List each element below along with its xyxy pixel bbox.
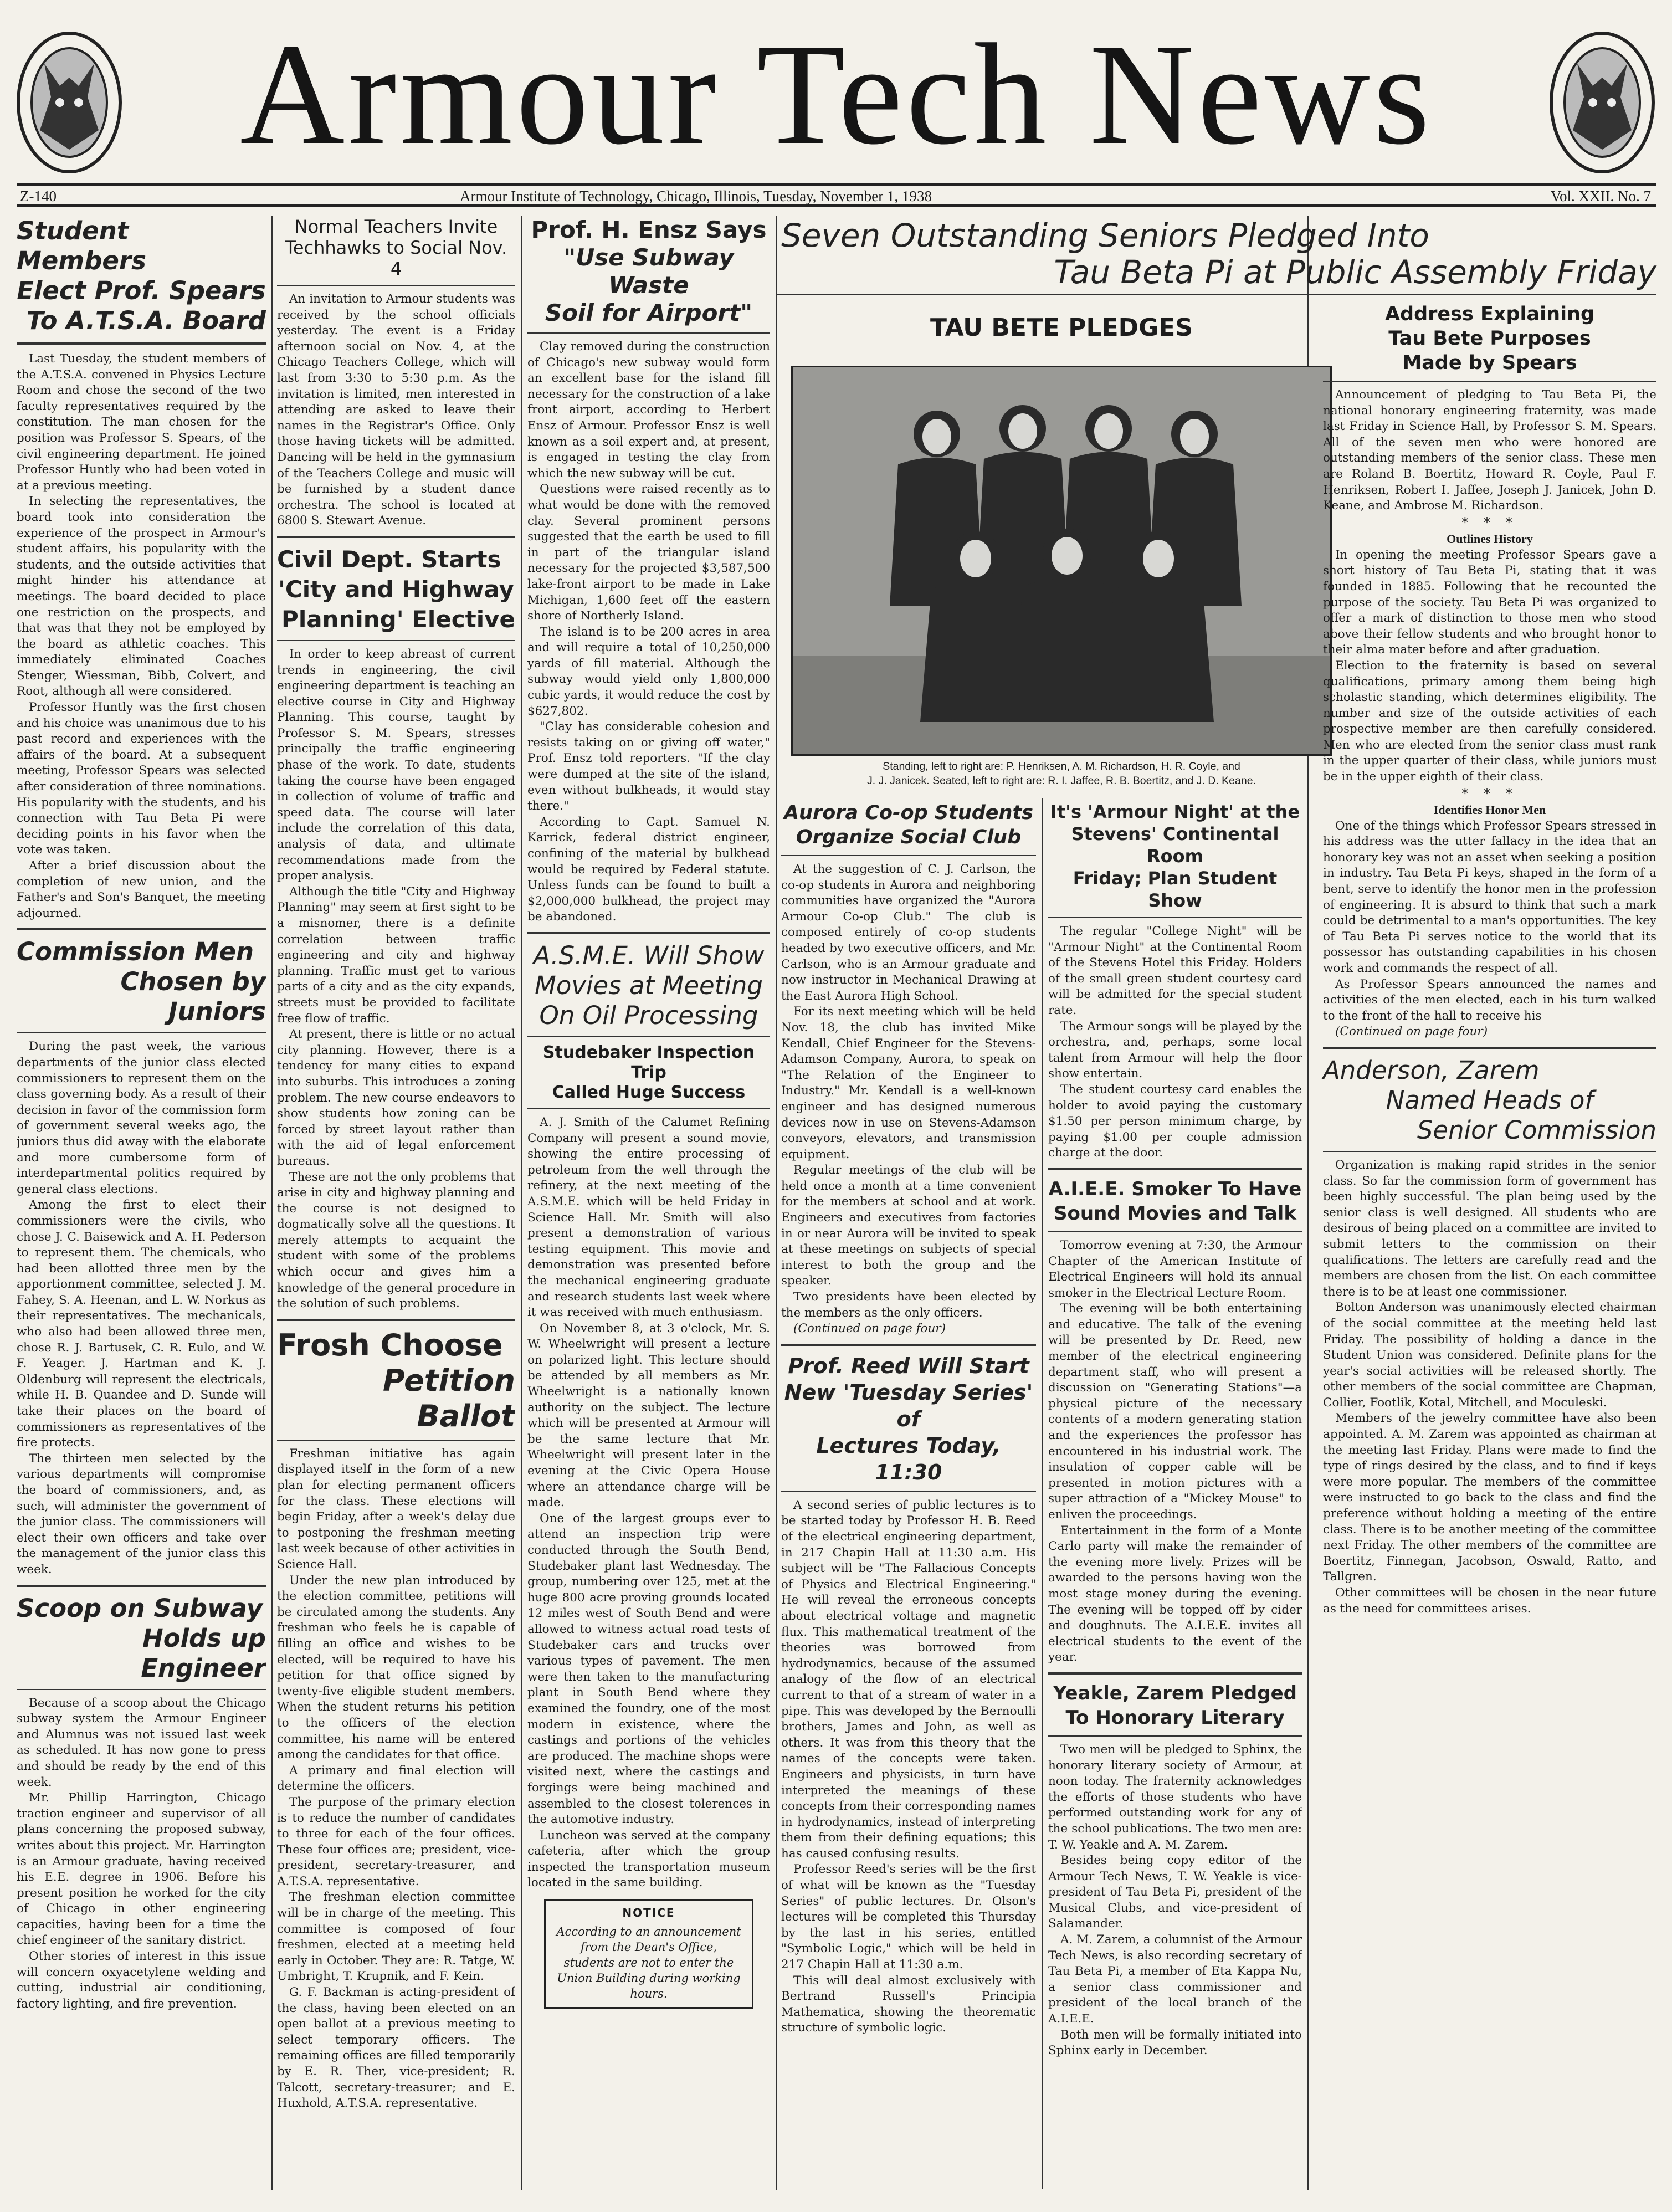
subheadline-studebaker: Studebaker Inspection Trip Called Huge Success: [542, 1042, 755, 1102]
notice-box: NOTICE According to an announcement from the Dean's Office, students are not to enter the Union Building during working hours.: [544, 1899, 753, 2009]
headline-armour-night: It's 'Armour Night' at the Stevens' Continental Room Friday; Plan Student Show: [1050, 801, 1300, 911]
column-d: [781, 801, 1036, 2190]
headline-asme: A.S.M.E. Will Show Movies at Meeting On Oil Processing: [533, 940, 765, 1030]
column-a: [17, 216, 266, 2190]
dateline-center: Armour Institute of Technology, Chicago, Illinois, Tuesday, November 1, 1938: [460, 188, 932, 204]
column-c: [527, 216, 770, 2190]
headline-commission-men: Commission Men Chosen by Juniors: [17, 937, 266, 1027]
headline-reed: Prof. Reed Will Start New 'Tuesday Series' of Lectures Today, 11:30: [784, 1353, 1033, 1484]
photo-header: TAU BETE PLEDGES: [930, 314, 1193, 342]
banner-headline: Seven Outstanding Seniors Pledged Into Tau Beta Pi at Public Assembly Friday: [781, 217, 1656, 291]
armour-seal-right: [1548, 25, 1656, 175]
article-armour-night: The regular "College Night" will be "Armour Night" at the Continental Room of the Stevens Hotel this Friday. Holders of the small green student courtesy card will be admitted for the special student rate. The Armour songs will be played by the orchestra, and, perhaps, some local talent from Armour will help the floor show entertain. The student courtesy card enables the holder to avoid paying the customary $1.50 per person minimum charge, by paying $1.00 per couple admission charge at the door.: [1048, 924, 1302, 1160]
headline-civil-dept: Civil Dept. Starts 'City and Highway Planning' Elective: [277, 545, 515, 633]
article-aiee: Tomorrow evening at 7:30, the Armour Chapter of the American Institute of Electrical Engineers will hold its annual smoker in the Electrical Lecture Room. The evening will be both entertaining and educative. The talk of the evening will be presented by Dr. Reed, new member of the electrical engineering department staff, who will present a discussion on "Generating Stations"—a physical picture of the necessary contents of a modern generating station and the experiences the professor has encountered in his industrial work. The insulation of copper cable will be presented in motion pictures with a super attraction of a "Mickey Mouse" to enliven the proceedings. Entertainment in the form of a Monte Carlo party will make the remainder of the evening more lively. Prizes will be awarded to the persons having won the most stage money during the evening. The evening will be topped off by cider and doughnuts. The A.I.E.E. invites all electrical students to the event of the year.: [1048, 1238, 1302, 1665]
dateline-code: Z-140: [20, 188, 57, 204]
article-ats-board: Last Tuesday, the student members of the A.T.S.A. convened in Physics Lecture Room and chose the second of the two faculty representatives required by the constitution. The man chosen for the position was Professor S. Spears, of the civil engineering department. He joined Professor Huntly who had been voted in at a previous meeting. In selecting the representatives, the board took into consideration the experience of the prospect in Armour's student affairs, his popularity with the students, and the outside activities that might hinder his attendance at meetings. The board decided to place one restriction on the prospects, and that was that they not be employed by the board as athletic coaches. This immediately eliminated Coaches Stenger, Wiessman, Bibb, Colvert, and Root, although all were considered. Professor Huntly was the first chosen and his choice was unanimous due to his past record and experiences with the affairs of the board. At a subsequent meeting, Professor Spears was selected after consideration of three nominations. His popularity with the students, and his connection with Tau Beta Pi were deciding points in his favor when the vote was taken. After a brief discussion about the completion of new union, and the Father's and Son's Banquet, the meeting adjourned.: [17, 352, 266, 920]
headline-ensz: Prof. H. Ensz Says "Use Subway Waste Soil for Airport": [531, 216, 767, 326]
headline-anderson: Anderson, Zarem Named Heads of Senior Commission: [1323, 1055, 1656, 1145]
headline-aiee: A.I.E.E. Smoker To Have Sound Movies and Talk: [1048, 1177, 1302, 1225]
article-frosh-ballot: Freshman initiative has again displayed itself in the form of a new plan for electing permanent officers for the class. These elections will begin Friday, after a week's delay due to postponing the freshman meeting last week because of other activities in Science Hall. Under the new plan introduced by the election committee, petitions will be circulated among the students. Any freshman who feels he is capable of filling an office and wishes to be elected, will be required to have his petition for that office signed by twenty-five eligible student members. When the student returns his petition to the officers of the election committee, his name will be entered among the candidates for that office. A primary and final election will determine the officers. The purpose of the primary election is to reduce the number of candidates to three for each of the four offices. These four offices are; president, vice-president, secretary-treasurer, and A.T.S.A. representative. The freshman election committee will be in charge of the meeting. This committee is composed of four freshmen, elected at a meeting held early in October. They are: R. Tatge, W. Umbright, T. Krupnik, and F. Kein. G. F. Backman is acting-president of the class, having been elected on an open ballot at a previous meeting to select temporary officers. The remaining offices are filled temporarily by E. R. Ther, vice-president; R. Talcott, secretary-treasurer; and E. Huxhold, A.T.S.A. representative.: [277, 1446, 515, 2111]
column-e: [1048, 801, 1302, 2190]
article-normal-teachers: An invitation to Armour students was received by the school officials yesterday. The event is a Friday afternoon social on Nov. 4, at the Chicago Teachers College, which will last from 3:30 to 5:30 p.m. As the invitation is limited, men interested in attending are asked to leave their names in the Registrar's Office. Only those having tickets will be admitted. Dancing will be held in the gymnasium of the Teachers College and music will be furnished by a student dance orchestra. The school is located at 6800 S. Stewart Avenue.: [277, 292, 515, 528]
article-reed: A second series of public lectures is to be started today by Professor H. B. Reed of the electrical engineering department, in 217 Chapin Hall at 11:30 a.m. His subject will be "The Fallacious Concepts of Physics and Electrical Engineering." He will reveal the erroneous concepts about electrical voltage and magnetic flux. This mathematical treatment of the theories was borrowed from hydrodynamics, because of the assumed analogy of the flow of an electrical current to that of a stream of water in a pipe. This was developed by the Bernoulli brothers, James and John, as well as others. It was from this theory that the names of the concepts were taken. Engineers and physicists, in turn have interpreted the meanings of these concepts from their corresponding names in hydrodynamics, instead of interpreting them from their defining equations; this has caused confusing results. Professor Reed's series will be the first of what will be known as the "Tuesday Series" of public lectures. Dr. Olson's lectures will be completed this Thursday by the last in his series, entitled "Symbolic Logic," which will be held in 217 Chapin Hall at 11:30 a.m. This will deal almost exclusively with Bertrand Russell's Principia Mathematica, showing the theorematic structure of symbolic logic.: [781, 1498, 1036, 2035]
photo-caption: Standing, left to right are: P. Henriksen, A. M. Richardson, H. R. Coyle, and J. J. Janicek. Seated, left to right are: R. I. Jaffee, R. B. Boertitz, and J. D. Keane.: [867, 760, 1256, 787]
headline-scoop-subway: Scoop on Subway Holds up Engineer: [17, 1593, 266, 1683]
article-aurora: At the suggestion of C. J. Carlson, the co-op students in Aurora and neighboring communities have organized the "Aurora Armour Co-op Club." The club is composed entirely of co-op students headed by two executive officers, and Mr. Carlson, who is an Armour graduate and now instructor in Mechanical Drawing at the East Aurora High School. For its next meeting which will be held Nov. 18, the club has invited Mike Kendall, Chief Engineer for the Stevens-Adamson Company, Aurora, to speak on "The Relation of the Engineer to Industry." Mr. Kendall is a well-known engineer and has designed numerous devices now in use on Stevens-Adamson conveyors, elevators, and transmission equipment. Regular meetings of the club will be held once a month at a time convenient for the members at school and at work. Engineers and executives from factories in or near Aurora will be invited to speak at these meetings on subjects of special interest to both the group and the speaker. Two presidents have been elected by the members as the only officers. (Continued on page four): [781, 862, 1036, 1336]
headline-ats-board: Student Members Elect Prof. Spears To A.T.S.A. Board: [17, 216, 266, 335]
column-b: [277, 216, 515, 2190]
dateline-volume: Vol. XXII. No. 7: [1551, 188, 1651, 204]
headline-yeakle: Yeakle, Zarem Pledged To Honorary Literary: [1053, 1682, 1297, 1729]
article-anderson: Organization is making rapid strides in the senior class. So far the commission form of government has been highly successful. The plan being used by the senior class is well designed. All students who are desirous of being placed on a committee are invited to submit letters to the commission on their qualifications. The letters are carefully read and the members are chosen from the list. On each committee there is to be at least one commissioner. Bolton Anderson was unanimously elected chairman of the social committee at the meeting held last Friday. The possibility of holding a dance in the Student Union was considered. Definite plans for the year's social activities will be released shortly. The other members of the social committee are Chapman, Collier, Footlik, Kotal, Mitchell, and Moculeski. Members of the jewelry committee have also been appointed. A. M. Zarem was appointed as chairman at the meeting last Friday. Plans were made to find the type of rings desired by the class, and to find if keys were more popular. The members of the committee were instructed to go back to the class and find the preference without holding a meeting of the entire class. There is to be another meeting of the committee next Friday. The other members of the committee are Boertitz, Finnegan, Jacobson, Oswald, Ratto, and Tallgren. Other committees will be chosen in the near future as the need for committees arises.: [1323, 1158, 1656, 1616]
article-address: Announcement of pledging to Tau Beta Pi, the national honorary engineering fraternity, was made last Friday in Science Hall, by Professor S. M. Spears. All of the seven men who were honored are outstanding members of the senior class. These men are Roland B. Boertitz, Howard R. Coyle, Paul F. Henriksen, Robert I. Jaffee, Joseph J. Janicek, John D. Keane, and Ambrose M. Richardson. * * * Outlines History In opening the meeting Professor Spears gave a short history of Tau Beta Pi, stating that it was founded in 1885. Following that he recounted the purpose of the society. Tau Beta Pi was organized to offer a mark of distinction to those men who stood above their fellow students and who brought honor to their alma mater before and after graduation. Election to the fraternity is based on several qualifications, primary among them being high scholastic standing, which determines eligibility. The number and size of the outside activities of each prospective member are then carefully considered. Men who are elected from the senior class must rank in the upper quarter of their class, while juniors must be in the upper eighth of their class. * * * Identifies Honor Men One of the things which Professor Spears stressed in his address was the utter fallacy in the idea that an honorary key was not an asset when seeking a position in industry. Tau Beta Pi keys, shaped in the form of a bent, serve to identify the honor men in the profession of engineering. It is absurd to think that such a mark could be detrimental to a man's opportunities. The key of Tau Beta Pi serves notice to the world that its possessor has outstanding capabilities in his chosen work and commands the respect of all. As Professor Spears announced the names and activities of the men elected, each in his turn walked to the front of the hall to receive his (Continued on page four): [1323, 388, 1656, 1039]
article-scoop-subway: Because of a scoop about the Chicago subway system the Armour Engineer and Alumnus was not issued last week as scheduled. It has now gone to press and should be ready by the end of this week. Mr. Phillip Harrington, Chicago traction engineer and supervisor of all plans concerning the proposed subway, writes about this project. Mr. Harrington is an Armour graduate, having received his E.E. degree in 1906. Before his present position he worked for the city of Chicago in other engineering capacities, having been for a time the chief engineer of the sanitary district. Other stories of interest in this issue will concern oxyacetylene welding and cutting, industrial air conditioning, factory lighting, and fire prevention.: [17, 1696, 266, 2011]
headline-aurora: Aurora Co-op Students Organize Social Club: [783, 802, 1034, 848]
headline-normal-teachers: Normal Teachers Invite Techhawks to Social Nov. 4: [285, 216, 507, 279]
masthead-title: Armour Tech News: [240, 14, 1433, 175]
armour-seal-left: [16, 25, 124, 175]
group-photo: [791, 366, 1332, 756]
photo-people-image: [793, 367, 1332, 756]
article-ensz: Clay removed during the construction of Chicago's new subway would form an excellent base for the island fill necessary for the construction of a lake front airport, according to Herbert Ensz of Armour. Professor Ensz is well known as a soil expert and, at present, is engaged in testing the clay from which the new subway will be cut. Questions were raised recently as to what would be done with the removed clay. Several prominent persons suggested that the earth be used to fill in part of the triangular island necessary for the projected $3,587,500 lake-front airport to be made in Lake Michigan, 1,600 feet off the eastern shore of Northerly Island. The island is to be 200 acres in area and will require a total of 10,250,000 yards of fill material. Although the subway would yield only 1,800,000 cubic yards, it would reduce the cost by $627,802. "Clay has considerable cohesion and resists taking on or giving off water," Prof. Ensz told reporters. "If the clay were dumped at the site of the island, even without bulkheads, it would stay there." According to Capt. Samuel N. Karrick, federal district engineer, confining of the material by bulkhead would be required by Federal statute. Unless funds can be found to built a $2,000,000 bulkhead, the project may be abandoned.: [527, 340, 770, 924]
column-f: [1314, 302, 1656, 2190]
article-civil-dept: In order to keep abreast of current trends in engineering, the civil engineering department is teaching an elective course in City and Highway Planning. This course, taught by Professor S. M. Spears, stresses principally the traffic engineering phase of the work. To date, students taking the course have been engaged in collection of volume of traffic and speed data. The course will later include the correlation of this data, analysis of data, and ultimate recommendations made from the proper analysis. Although the title "City and Highway Planning" may seem at first sight to be a misnomer, there is a definite correlation between traffic engineering and city and highway planning. Traffic must get to various parts of a city and as the city expands, streets must be provided to facilitate free flow of traffic. At present, there is little or no actual city planning. However, there is a tendency for many cities to expand into suburbs. This introduces a zoning problem. The new course endeavors to show students how zoning can be forced by street layout rather than with the aid of legal enforcement bureaus. These are not the only problems that arise in city and highway planning and the course is not designed to dogmatically solve all the questions. It merely attempts to acquaint the student with some of the problems which occur and gives him a knowledge of the general procedure in the solution of such problems.: [277, 647, 515, 1311]
headline-address: Address Explaining Tau Bete Purposes Made by Spears: [1384, 303, 1595, 374]
article-yeakle: Two men will be pledged to Sphinx, the honorary literary society of Armour, at noon today. The fraternity acknowledges the efforts of those students who have performed outstanding work for any of the school publications. The two men are: T. W. Yeakle and A. M. Zarem. Besides being copy editor of the Armour Tech News, T. W. Yeakle is vice-president of Tau Beta Pi, president of the Musical Clubs, and vice-president of Salamander. A. M. Zarem, a columnist of the Armour Tech News, is also recording secretary of Tau Beta Pi, a member of Eta Kappa Nu, a senior class commissioner and president of the local branch of the A.I.E.E. Both men will be formally initiated into Sphinx early in December.: [1048, 1742, 1302, 2058]
article-asme: A. J. Smith of the Calumet Refining Company will present a sound movie, showing the entire processing of petroleum from the well through the refinery, at the next meeting of the A.S.M.E. which will be held Friday in Science Hall. Mr. Smith will also present a demonstration of various testing equipment. This movie and demonstration was presented before the mechanical engineering graduate and research students last week where it was received with much enthusiasm. On November 8, at 3 o'clock, Mr. S. W. Wheelwright will present a lecture on polarized light. This lecture should be attended by all members as Mr. Wheelwright is a nationally known authority on the subject. The lecture which will be presented at Armour will be the same lecture that Mr. Wheelwright will present later in the evening at the Civic Opera House where an attendance charge will be made. One of the largest groups ever to attend an inspection trip were conducted through the South Bend, Studebaker plant last Wednesday. The group, numbering over 125, met at the huge 800 acre proving grounds located 12 miles west of South Bend and were allowed to witness actual road tests of Studebaker cars and trucks over various types of pavement. The men were then taken to the manufacturing plant in South Bend where they examined the foundry, one of the most modern in existence, where the castings and portions of the vehicles are produced. The machine shops were visited next, where the castings and forgings were being machined and assembled to the closest tolerences in the automotive industry. Luncheon was served at the company cafeteria, after which the group inspected the transportation museum located in the same building.: [527, 1115, 770, 1890]
article-commission-men: During the past week, the various departments of the junior class elected commissioners to represent them on the class governing body. As a result of their decision in favor of the commission form of government several weeks ago, the juniors thus did away with the elaborate and more cumbersome form of interdepartmental politics required by general class elections. Among the first to elect their commissioners were the civils, who chose J. C. Baisewick and A. H. Pederson to represent them. The chemicals, who had been allotted three men by the apportionment committee, selected J. M. Fahey, S. A. Heenan, and L. W. Norkus as their representatives. The mechanicals, who also had been allowed three men, chose R. J. Bartusek, C. R. Eulo, and W. F. Yeager. J. Hartman and K. J. Oldenburg will represent the electricals, while H. B. Quandee and D. Sunde will take their places on the board of commissioners as representatives of the fire protects. The thirteen men selected by the various departments will compromise the board of commissioners, and, as such, will administer the government of the junior class. The commissioners will elect their own officers and take over the management of the junior class this week.: [17, 1040, 266, 1576]
dateline: [17, 183, 1656, 207]
headline-frosh-ballot: Frosh Choose Petition Ballot: [277, 1327, 515, 1433]
